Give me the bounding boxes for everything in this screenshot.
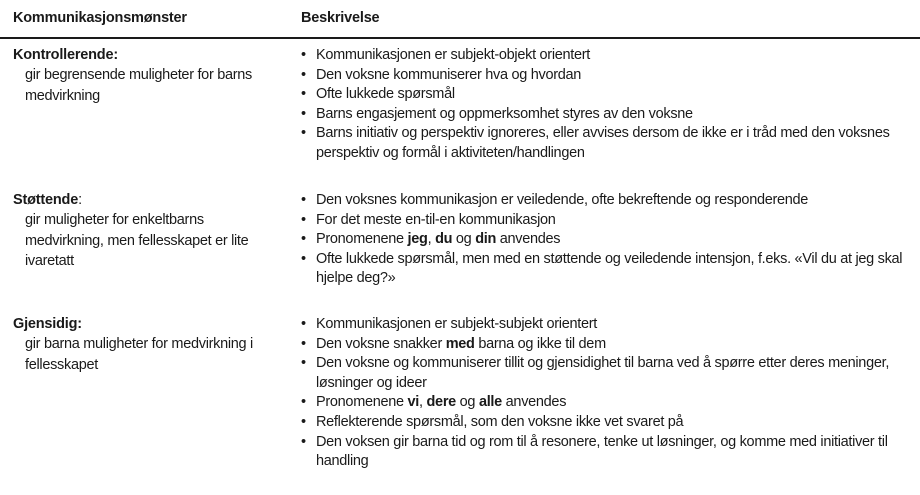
bullet-icon: • (301, 433, 306, 450)
header-description: Beskrivelse (301, 10, 380, 26)
bullet-icon: • (301, 211, 306, 228)
list-item: • Den voksnes kommunikasjon er veiledende, ofte bekreftende og responderende (301, 191, 911, 211)
pattern-name: Gjensidig: (13, 316, 82, 332)
pattern-description: gir begrensende muligheter for barns medvirkning (25, 67, 252, 104)
bullet-icon: • (301, 250, 306, 267)
bullet-icon: • (301, 231, 306, 248)
list-item: • Kommunikasjonen er subjekt-objekt orientert (301, 46, 911, 66)
bullet-icon: • (301, 47, 306, 63)
description-list (301, 191, 911, 289)
pattern-name: Støttende: (13, 192, 82, 208)
list-item: • Pronomenene vi, dere og alle anvendes (301, 393, 911, 413)
header-rule (0, 37, 920, 39)
table-header (0, 0, 920, 36)
list-item: • For det meste en-til-en kommunikasjon (301, 211, 911, 231)
pattern-description: gir muligheter for enkeltbarns medvirkning, men fellesskapet er lite ivaretatt (25, 212, 249, 269)
list-item: • Den voksne snakker med barna og ikke til dem (301, 335, 911, 355)
header-pattern: Kommunikasjonsmønster (13, 10, 187, 26)
list-item: • Barns initiativ og perspektiv ignoreres, eller avvises dersom de ikke er i tråd med den voksnes perspektiv og formål i aktiviteten/handlingen (301, 125, 890, 161)
bullet-icon: • (301, 316, 306, 332)
bullet-icon: • (301, 413, 306, 430)
list-item: • Ofte lukkede spørsmål, men med en støttende og veiledende intensjon, f.eks. «Vil du at jeg skal hjelpe deg?» (301, 250, 903, 287)
pattern-description: gir barna muligheter for medvirkning i fellesskapet (25, 336, 253, 373)
pattern-cell (13, 315, 283, 375)
list-item: • Den voksne og kommuniserer tillit og gjensidighet til barna ved å spørre etter deres meninger, løsninger og ideer (301, 355, 890, 391)
bullet-icon: • (301, 335, 306, 352)
list-item: • Kommunikasjonen er subjekt-subjekt orientert (301, 315, 911, 335)
pattern-cell (13, 46, 283, 106)
bullet-icon: • (301, 105, 306, 122)
bullet-icon: • (301, 125, 306, 142)
pattern-cell (13, 191, 283, 272)
bullet-icon: • (301, 355, 306, 372)
list-item: • Barns engasjement og oppmerksomhet styres av den voksne (301, 105, 911, 125)
list-item: • Den voksne kommuniserer hva og hvordan (301, 66, 911, 86)
list-item: • Ofte lukkede spørsmål (301, 85, 911, 105)
list-item: • Reflekterende spørsmål, som den voksne ikke vet svaret på (301, 413, 911, 433)
list-item: • Den voksen gir barna tid og rom til å resonere, tenke ut løsninger, og komme med initiativer til handling (301, 433, 888, 470)
bullet-icon: • (301, 394, 306, 411)
bullet-icon: • (301, 66, 306, 83)
pattern-name: Kontrollerende: (13, 47, 118, 63)
description-list (301, 46, 911, 164)
list-item: • Pronomenene jeg, du og din anvendes (301, 230, 911, 250)
description-list (301, 315, 911, 472)
bullet-icon: • (301, 192, 306, 208)
bullet-icon: • (301, 86, 306, 103)
